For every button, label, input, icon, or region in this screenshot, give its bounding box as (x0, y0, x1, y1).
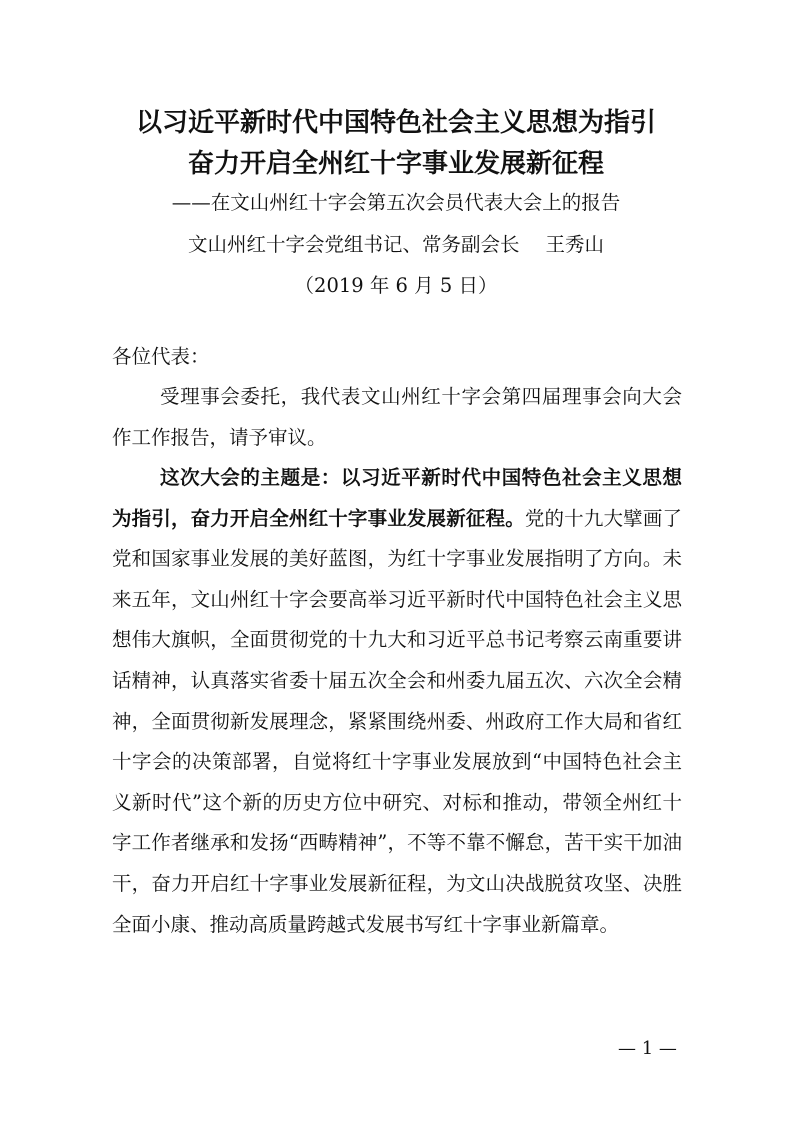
author-line (0, 229, 792, 257)
paragraph-2-body: 党的十九大擘画了党和国家事业发展的美好蓝图，为红十字事业发展指明了方向。未来五年，文山州红十字会要高举习近平新时代中国特色社会主义思想伟大旗帜，全面贯彻党的十九大和习近平总书记考察云南重要讲话精神，认真落实省委十届五次全会和州委九届五次、六次全会精神，全面贯彻新发展理念，紧紧围绕州委、州政府工作大局和省红十字会的决策部署，自觉将红十字事业发展放到“中国特色社会主义新时代”这个新的历史方位中研究、对标和推动，带领全州红十字工作者继承和发扬“西畴精神”，不等不靠不懈怠，苦干实干加油干，奋力开启红十字事业发展新征程，为文山决战脱贫攻坚、决胜全面小康、推动高质量跨越式发展书写红十字事业新篇章。 (112, 506, 682, 936)
salutation: 各位代表： (112, 345, 210, 368)
paragraph-2-theme: 这次大会的主题是：以习近平新时代中国特色社会主义思想为指引，奋力开启全州红十字事业发展新征程。 (112, 466, 682, 530)
author-role: 文山州红十字会党组书记、常务副会长 (187, 233, 520, 256)
paragraph-1: 受理事会委托，我代表文山州红十字会第四届理事会向大会作工作报告，请予审议。 (112, 385, 682, 449)
paragraph-2 (112, 458, 682, 945)
report-title-line2: 奋力开启全州红十字事业发展新征程 (187, 149, 604, 179)
author-name: 王秀山 (545, 233, 605, 256)
report-subtitle: ——在文山州红十字会第五次会员代表大会上的报告 (171, 191, 621, 214)
page-number: — 1 — (618, 1038, 677, 1059)
report-date: （2019 年 6 月 5 日） (294, 274, 498, 297)
report-title-line1: 以习近平新时代中国特色社会主义思想为指引 (135, 108, 656, 138)
